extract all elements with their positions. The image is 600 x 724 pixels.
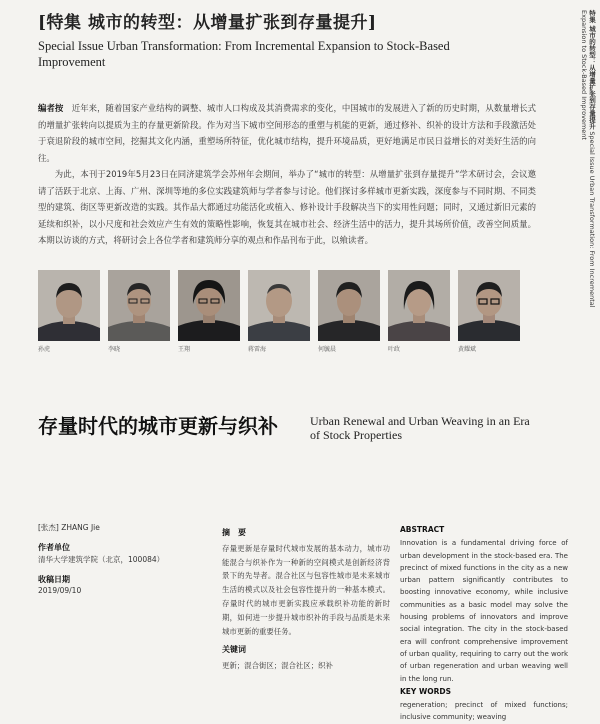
side-running-header: [570, 10, 596, 340]
portrait: [388, 270, 450, 353]
abstract-cn-heading: 摘 要: [222, 528, 246, 537]
portrait-photo: [458, 270, 520, 341]
portrait-name: 蒋雷海: [248, 346, 267, 353]
abstract-cn-text: 存量更新是存量时代城市发展的基本动力，城市功能混合与织补作为一种新的空间模式是创新经济背景下的先导者。混合社区与包容性城市是未来城市生活的模式以及社会包容性提升的一种基本模式。存量时代的城市更新实践应承载织补功能的新时期，如何进一步提升城市织补的手段与品质是未来城市更新的重要任务。: [222, 543, 390, 636]
portrait-name: 黄耀斌: [458, 346, 477, 353]
affiliation-value: 清华大学建筑学院（北京，100084）: [38, 555, 165, 564]
side-label-cn: 特集 城市的转型：从增量扩张到存量提升: [588, 10, 596, 130]
affiliation-label: 作者单位: [38, 543, 70, 552]
side-label-en: Special Issue Urban Transformation: From Incremental Expansion to Stock-Based Improvement: [580, 10, 596, 308]
editor-note: [38, 100, 536, 249]
portrait-photo: [178, 270, 240, 341]
keywords-en-text: regeneration; precinct of mixed functions; inclusive community; weaving: [400, 701, 568, 722]
portrait-name: 叶政: [388, 346, 401, 353]
portrait: [458, 270, 520, 353]
portrait: [38, 270, 100, 353]
received-label: 收稿日期: [38, 575, 70, 584]
keywords-cn-text: 更新；混合街区；混合社区；织补: [222, 661, 333, 671]
article-title-en: Urban Renewal and Urban Weaving in an Era of Stock Properties: [310, 414, 530, 442]
portrait: [108, 270, 170, 353]
portrait: [318, 270, 380, 353]
portrait-photo: [38, 270, 100, 341]
portrait-photo: [318, 270, 380, 341]
portrait-name: 何毓晨: [318, 346, 337, 353]
article-meta: [38, 522, 188, 595]
portrait-photo: [388, 270, 450, 341]
author-name: [张杰] ZHANG Jie: [38, 523, 100, 532]
editor-note-para2: 为此，本刊于2019年5月23日在同济建筑学会苏州年会期间，举办了“城市的转型：从增量扩张到存量提升”学术研讨会，会议邀请了活跃于北京、上海、广州、深圳等地的多位实践建筑师与学者参与讨论。他们探讨多样城市更新实践，深度参与不同时期、不同类型的建筑、街区等更新改造的实践。其作品大都通过功能活化或植入、修补设计手段解决当下的实用性问题；同时，又通过新旧元素的延续和织补，以小尺度和社会效应产生有效的策略性影响，恢复其在城市社会、经济生活中的活力，提升其场所价值，改善空间质量。本期以访谈的方式，将研讨会上各位学者和建筑师分享的观点和作品刊布于此，以飨读者。: [38, 169, 536, 245]
portrait-name: 王翔: [178, 346, 191, 353]
editor-note-para1: 近年来，随着国家产业结构的调整、城市人口构成及其消费需求的变化，中国城市的发展进入了新的历史时期，从数量增长式的增量扩张转向以提质为主的存量更新阶段。作为对当下城市空间形态的重塑与机能的更新，通过修补、织补的设计方法和手段激活处于衰退阶段的城市空间，挖掘其文化内涵，重塑场所特征，优化城市结构，提升环境品质，更好地满足市民日益增长的对美好生活的向往。: [38, 103, 537, 163]
portrait: [248, 270, 310, 353]
series-title: [特集 城市的转型：从增量扩张到存量提升]: [38, 13, 377, 33]
keywords-en-heading: KEY WORDS: [400, 686, 452, 696]
speaker-portraits: [38, 270, 558, 356]
portrait-name: 李晓: [108, 346, 121, 353]
keywords-cn-heading: 关键词: [222, 645, 246, 655]
article-title: 存量时代的城市更新与织补: [38, 414, 278, 438]
portrait-photo: [248, 270, 310, 341]
abstract-en-text: Innovation is a fundamental driving force of urban development in the stock-based era. The precinct of mixed functions in the city as a new urban pattern significantly contributes to boosting innovative economy, while inclusive communities as a basic model may solve the housing problems of innovators and improve social integration. The city in the stock-based era will confront comprehensive improvement of urban quality, requiring to carry out the work of urban regeneration and urban weaving well in the long run.: [400, 539, 568, 683]
portrait: [178, 270, 240, 353]
series-title-en: Special Issue Urban Transformation: From Incremental Expansion to Stock-Based Improvement: [38, 39, 450, 69]
abstract-en-heading: ABSTRACT: [400, 525, 445, 534]
editor-note-lead: 编者按: [38, 103, 64, 113]
abstract-en: [400, 524, 568, 724]
portrait-photo: [108, 270, 170, 341]
received-date: 2019/09/10: [38, 586, 82, 595]
portrait-name: 孙虎: [38, 346, 51, 353]
abstract-cn: [222, 526, 390, 673]
